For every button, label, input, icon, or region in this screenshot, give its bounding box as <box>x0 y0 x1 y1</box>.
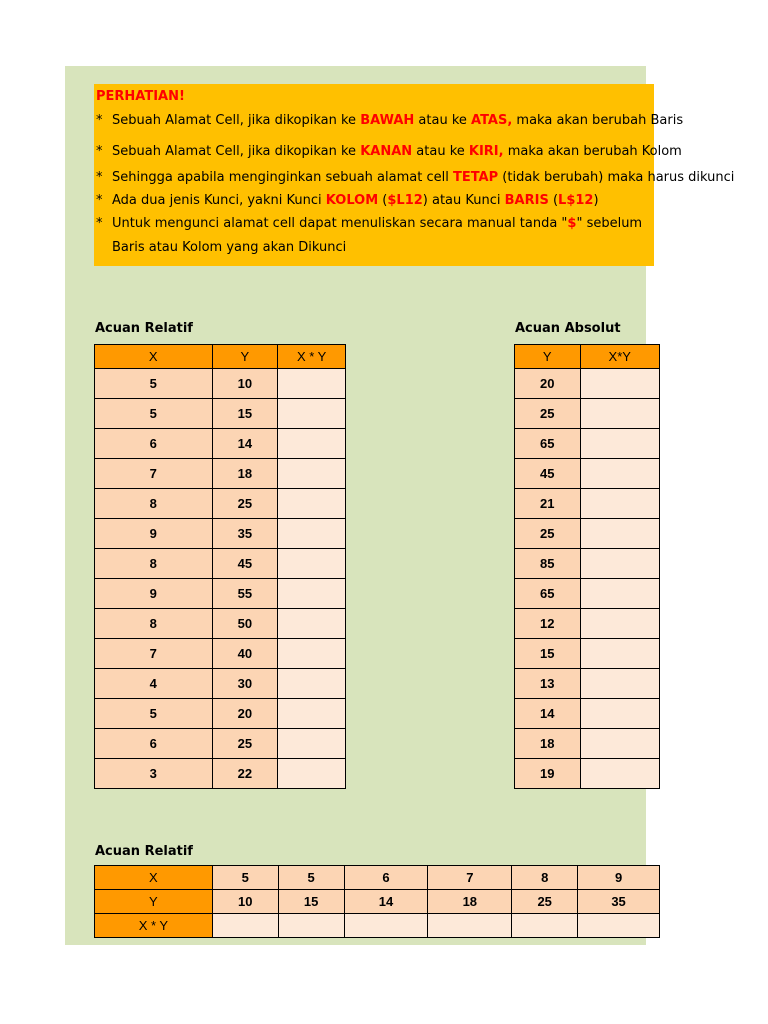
product-cell[interactable] <box>580 549 659 579</box>
table-row <box>515 399 660 429</box>
product-cell[interactable] <box>278 639 346 669</box>
y-cell[interactable]: 14 <box>212 429 278 459</box>
notice-line <box>96 239 346 257</box>
table-row <box>95 729 346 759</box>
bullet-star: * <box>96 113 103 128</box>
notice-line <box>96 112 683 130</box>
y-cell[interactable]: 25 <box>515 519 581 549</box>
x-cell[interactable]: 8 <box>95 549 213 579</box>
table-row <box>515 459 660 489</box>
relatif-label: Acuan Relatif <box>95 321 193 336</box>
highlight-text: $L12 <box>387 193 423 208</box>
table-row <box>515 429 660 459</box>
y-cell[interactable]: 25 <box>515 399 581 429</box>
product-cell[interactable] <box>428 914 512 938</box>
notice-text: maka akan berubah Baris <box>512 113 684 128</box>
y-cell[interactable]: 85 <box>515 549 581 579</box>
y-cell[interactable]: 15 <box>212 399 278 429</box>
horizontal-table <box>94 865 660 938</box>
y-cell[interactable]: 21 <box>515 489 581 519</box>
table-row <box>95 399 346 429</box>
product-cell[interactable] <box>212 914 278 938</box>
x-cell[interactable]: 9 <box>578 866 660 890</box>
product-cell[interactable] <box>278 399 346 429</box>
product-cell[interactable] <box>580 609 659 639</box>
table-row <box>515 639 660 669</box>
table-row <box>515 609 660 639</box>
product-cell[interactable] <box>580 459 659 489</box>
y-cell[interactable]: 20 <box>515 369 581 399</box>
y-cell[interactable]: 10 <box>212 369 278 399</box>
relatif-table <box>94 344 346 789</box>
notice-text: Sebuah Alamat Cell, jika dikopikan ke <box>112 113 361 128</box>
x-cell[interactable]: 5 <box>278 866 344 890</box>
row-header: X * Y <box>95 914 213 938</box>
product-cell[interactable] <box>278 669 346 699</box>
x-cell[interactable]: 7 <box>95 639 213 669</box>
highlight-text: ATAS, <box>471 113 513 128</box>
product-cell[interactable] <box>278 489 346 519</box>
product-cell[interactable] <box>578 914 660 938</box>
table-row <box>515 579 660 609</box>
notice-text: (tidak berubah) maka harus dikunci <box>498 170 735 185</box>
y-cell[interactable]: 14 <box>515 699 581 729</box>
y-cell[interactable]: 18 <box>515 729 581 759</box>
y-cell[interactable]: 18 <box>212 459 278 489</box>
notice-text: atau ke <box>414 113 472 128</box>
x-cell[interactable]: 3 <box>95 759 213 789</box>
x-cell[interactable]: 5 <box>212 866 278 890</box>
highlight-text: TETAP <box>452 170 499 185</box>
x-cell[interactable]: 9 <box>95 579 213 609</box>
table-row <box>95 459 346 489</box>
x-cell[interactable]: 7 <box>428 866 512 890</box>
product-cell[interactable] <box>580 489 659 519</box>
x-cell[interactable]: 6 <box>344 866 428 890</box>
notice-title: PERHATIAN! <box>96 89 185 104</box>
notice-text: ) atau Kunci <box>422 193 505 208</box>
bullet-star: * <box>96 216 103 231</box>
product-cell[interactable] <box>580 579 659 609</box>
x-cell[interactable]: 6 <box>95 429 213 459</box>
absolut-label: Acuan Absolut <box>515 321 621 336</box>
highlight-text: BARIS <box>504 193 549 208</box>
absolut-table <box>514 344 660 789</box>
notice-text: maka akan berubah Kolom <box>503 144 682 159</box>
product-cell[interactable] <box>278 699 346 729</box>
notice-text: Baris atau Kolom yang akan Dikunci <box>112 240 347 255</box>
highlight-text: KANAN <box>360 144 413 159</box>
x-cell[interactable]: 8 <box>512 866 578 890</box>
y-cell[interactable]: 19 <box>515 759 581 789</box>
bullet-star: * <box>96 193 103 208</box>
notice-text: Untuk mengunci alamat cell dapat menuliskan secara manual tanda " <box>112 216 568 231</box>
notice-text: ) <box>593 193 599 208</box>
highlight-text: BAWAH <box>360 113 415 128</box>
y-cell[interactable]: 25 <box>212 729 278 759</box>
y-cell[interactable]: 22 <box>212 759 278 789</box>
notice-text: ( <box>378 193 388 208</box>
product-cell[interactable] <box>580 399 659 429</box>
product-cell[interactable] <box>580 759 659 789</box>
highlight-text: KOLOM <box>325 193 379 208</box>
notice-text: Sebuah Alamat Cell, jika dikopikan ke <box>112 144 361 159</box>
spreadsheet-area <box>65 66 735 945</box>
product-cell[interactable] <box>278 914 344 938</box>
notice-line <box>96 169 734 187</box>
y-cell[interactable]: 25 <box>512 890 578 914</box>
bullet-star: * <box>96 170 103 185</box>
product-cell[interactable] <box>580 699 659 729</box>
product-cell[interactable] <box>278 519 346 549</box>
table-row <box>95 639 346 669</box>
y-cell[interactable]: 30 <box>212 669 278 699</box>
y-cell[interactable]: 45 <box>515 459 581 489</box>
table-row <box>95 759 346 789</box>
x-cell[interactable]: 8 <box>95 489 213 519</box>
column-header: X <box>95 345 213 369</box>
product-cell[interactable] <box>512 914 578 938</box>
product-cell[interactable] <box>580 669 659 699</box>
x-cell[interactable]: 8 <box>95 609 213 639</box>
table-row <box>515 369 660 399</box>
header-row <box>515 345 660 369</box>
y-cell[interactable]: 35 <box>212 519 278 549</box>
table-row <box>515 549 660 579</box>
table-row <box>95 519 346 549</box>
product-cell[interactable] <box>278 459 346 489</box>
notice-line <box>96 192 599 210</box>
product-cell[interactable] <box>278 729 346 759</box>
highlight-text: KIRI, <box>468 144 504 159</box>
product-cell[interactable] <box>580 639 659 669</box>
x-cell[interactable]: 5 <box>95 699 213 729</box>
table-row <box>95 669 346 699</box>
y-cell[interactable]: 12 <box>515 609 581 639</box>
table-row <box>515 519 660 549</box>
x-cell[interactable]: 6 <box>95 729 213 759</box>
product-cell[interactable] <box>580 369 659 399</box>
y-cell[interactable]: 13 <box>515 669 581 699</box>
table-row <box>95 549 346 579</box>
product-cell[interactable] <box>278 609 346 639</box>
y-cell[interactable]: 25 <box>212 489 278 519</box>
product-cell[interactable] <box>278 369 346 399</box>
product-cell[interactable] <box>278 759 346 789</box>
y-cell[interactable]: 10 <box>212 890 278 914</box>
product-cell[interactable] <box>278 549 346 579</box>
y-cell[interactable]: 14 <box>344 890 428 914</box>
product-cell[interactable] <box>580 429 659 459</box>
y-cell[interactable]: 15 <box>278 890 344 914</box>
notice-text: atau ke <box>412 144 469 159</box>
table-row <box>515 759 660 789</box>
product-cell[interactable] <box>580 729 659 759</box>
bullet-star: * <box>96 144 103 159</box>
x-cell[interactable]: 7 <box>95 459 213 489</box>
notice-text: Sehingga apabila menginginkan sebuah alamat cell <box>112 170 453 185</box>
notice-line <box>96 215 642 233</box>
row-header: X <box>95 866 213 890</box>
highlight-text: $ <box>567 216 577 231</box>
product-cell[interactable] <box>344 914 428 938</box>
y-cell[interactable]: 45 <box>212 549 278 579</box>
y-cell[interactable]: 40 <box>212 639 278 669</box>
column-header: X * Y <box>278 345 346 369</box>
product-cell[interactable] <box>278 429 346 459</box>
table-row <box>515 669 660 699</box>
highlight-text: L$12 <box>558 193 594 208</box>
table-row <box>95 429 346 459</box>
y-cell[interactable]: 65 <box>515 579 581 609</box>
table-row <box>515 699 660 729</box>
column-header: Y <box>515 345 581 369</box>
x-cell[interactable]: 5 <box>95 399 213 429</box>
y-cell[interactable]: 18 <box>428 890 512 914</box>
table-row <box>515 489 660 519</box>
table-row <box>95 489 346 519</box>
table-row <box>95 914 660 938</box>
x-cell[interactable]: 5 <box>95 369 213 399</box>
notice-box <box>94 84 735 266</box>
notice-line <box>96 143 682 161</box>
y-cell[interactable]: 65 <box>515 429 581 459</box>
table-row <box>95 609 346 639</box>
table-row <box>95 699 346 729</box>
column-header: Y <box>212 345 278 369</box>
table-row <box>515 729 660 759</box>
y-cell[interactable]: 20 <box>212 699 278 729</box>
product-cell[interactable] <box>580 519 659 549</box>
column-header: X*Y <box>580 345 659 369</box>
table-row <box>95 866 660 890</box>
table-row <box>95 890 660 914</box>
y-cell[interactable]: 35 <box>578 890 660 914</box>
header-row <box>95 345 346 369</box>
horizontal-label: Acuan Relatif <box>95 844 193 859</box>
x-cell[interactable]: 4 <box>95 669 213 699</box>
y-cell[interactable]: 15 <box>515 639 581 669</box>
row-header: Y <box>95 890 213 914</box>
y-cell[interactable]: 55 <box>212 579 278 609</box>
x-cell[interactable]: 9 <box>95 519 213 549</box>
notice-text: Ada dua jenis Kunci, yakni Kunci <box>112 193 326 208</box>
table-row <box>95 579 346 609</box>
y-cell[interactable]: 50 <box>212 609 278 639</box>
notice-text: " sebelum <box>576 216 643 231</box>
notice-text: ( <box>548 193 559 208</box>
product-cell[interactable] <box>278 579 346 609</box>
table-row <box>95 369 346 399</box>
